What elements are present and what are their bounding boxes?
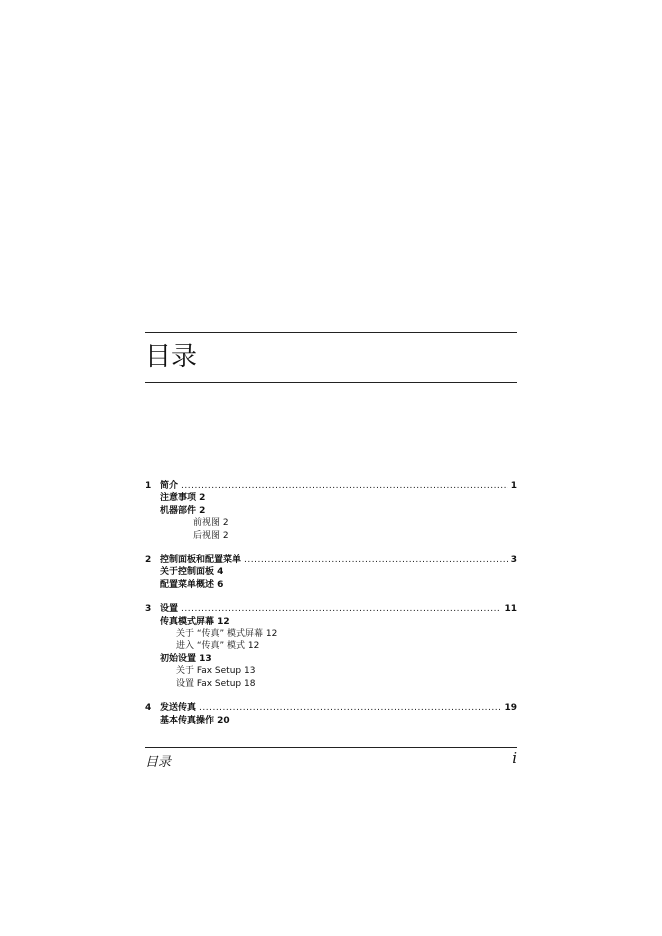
toc-chapter <box>145 603 517 690</box>
toc-subsection-entry[interactable]: 设置 Fax Setup 18 <box>176 678 256 689</box>
chapter-number: 3 <box>145 604 152 615</box>
dot-leader <box>244 554 508 566</box>
toc-subsection-entry[interactable]: 关于 Fax Setup 13 <box>176 666 256 677</box>
chapter-page-number: 1 <box>510 481 517 491</box>
toc-section-entry[interactable]: 初始设置 13 <box>160 653 212 664</box>
chapter-number: 1 <box>145 481 152 491</box>
toc-chapter <box>145 480 517 542</box>
toc-chapter <box>145 554 517 591</box>
toc-section-entry[interactable]: 注意事项 2 <box>160 493 206 504</box>
toc-subsection-entry[interactable]: 进入 “传真” 模式 12 <box>176 641 260 652</box>
chapter-page-number: 3 <box>510 555 517 566</box>
toc-chapter-line[interactable] <box>145 702 517 714</box>
chapter-number: 2 <box>145 555 152 566</box>
toc-chapter-line[interactable] <box>145 480 517 492</box>
title-bottom-rule <box>145 382 517 383</box>
toc-subsection-entry[interactable]: 前视图 2 <box>193 518 229 529</box>
footer-section-title: 目录 <box>145 755 172 770</box>
chapter-title: 控制面板和配置菜单 <box>160 555 242 566</box>
dot-leader <box>181 603 501 615</box>
chapter-number: 4 <box>145 703 152 714</box>
chapter-title: 简介 <box>160 481 179 491</box>
chapter-title: 设置 <box>160 604 179 615</box>
toc-chapter-line[interactable] <box>145 554 517 566</box>
toc-section-entry[interactable]: 传真模式屏幕 12 <box>160 616 230 627</box>
toc-chapter <box>145 702 517 727</box>
dot-leader <box>181 480 508 492</box>
toc-subsection-entry[interactable]: 关于 “传真” 模式屏幕 12 <box>176 629 278 640</box>
chapter-page-number: 11 <box>504 604 517 615</box>
title-top-rule <box>145 332 517 333</box>
footer-rule <box>145 747 517 748</box>
toc-section-entry[interactable]: 配置菜单概述 6 <box>160 579 224 590</box>
toc-section-entry[interactable]: 基本传真操作 20 <box>160 715 230 726</box>
toc-chapter-line[interactable] <box>145 603 517 615</box>
toc-subsection-entry[interactable]: 后视图 2 <box>193 530 229 541</box>
page-title: 目录 <box>145 342 198 372</box>
chapter-title: 发送传真 <box>160 703 197 714</box>
footer-page-number: i <box>512 749 517 767</box>
toc-section-entry[interactable]: 关于控制面板 4 <box>160 567 224 578</box>
dot-leader <box>199 702 501 714</box>
chapter-page-number: 19 <box>504 703 517 714</box>
toc-section-entry[interactable]: 机器部件 2 <box>160 505 206 516</box>
table-of-contents <box>145 480 517 739</box>
